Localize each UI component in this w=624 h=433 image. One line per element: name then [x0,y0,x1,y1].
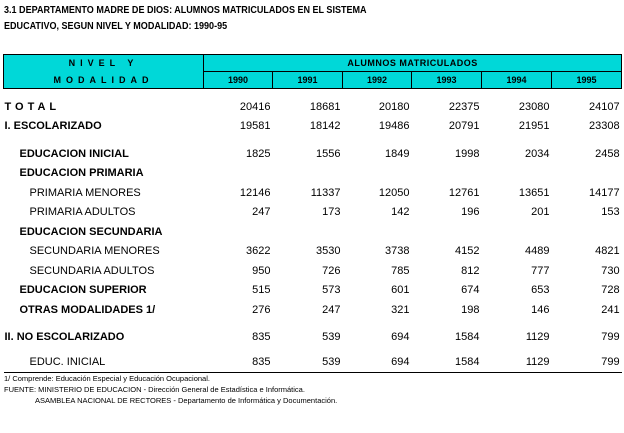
cell-value [552,222,622,242]
header-year: 1993 [412,72,482,89]
source-line-2: ASAMBLEA NACIONAL DE RECTORES - Departamento de Informática y Documentación. [35,396,338,405]
row-label: II. NO ESCOLARIZADO [4,331,125,344]
cell-value: 1129 [525,355,550,368]
table-row [4,144,622,164]
cell-value: 674 [461,284,480,297]
row-label: I. ESCOLARIZADO [4,120,102,133]
row-label: OTRAS MODALIDADES 1/ [19,303,156,316]
cell-value: 196 [461,206,480,219]
source-line-1: FUENTE: MINISTERIO DE EDUCACION - Dirección General de Estadística e Informática. [4,385,305,394]
cell-value [343,164,412,184]
row-label: EDUCACION INICIAL [19,147,129,160]
row-label: PRIMARIA ADULTOS [29,206,136,219]
table-row-escolarizado [4,117,622,137]
header-nivel: NIVEL Y [4,55,204,72]
cell-value: 2034 [525,147,550,160]
cell-value [273,164,343,184]
cell-value: 1998 [455,147,480,160]
cell-value: 12146 [239,186,271,199]
cell-value: 726 [322,264,341,277]
cell-value: 20416 [239,100,271,113]
row-label: TOTAL [4,100,61,113]
cell-value: 1849 [385,147,410,160]
row-label: PRIMARIA MENORES [29,186,141,199]
cell-value: 18142 [309,120,341,133]
enrollment-table [3,54,622,372]
header-year: 1995 [552,72,622,89]
table-row [4,203,622,223]
cell-value: 11337 [310,186,341,199]
cell-value: 777 [531,264,550,277]
cell-value: 799 [601,355,620,368]
cell-value: 19486 [378,120,410,133]
cell-value: 2458 [595,147,620,160]
cell-value: 1584 [455,355,480,368]
cell-value: 539 [322,355,341,368]
header-year: 1990 [204,72,273,89]
cell-value: 20791 [448,120,480,133]
table-row-total [4,97,622,117]
header-row-1 [4,55,622,72]
cell-value [204,164,273,184]
cell-value: 21951 [518,120,550,133]
cell-value: 4152 [455,245,480,258]
cell-value: 241 [601,303,620,316]
cell-value: 1825 [246,147,271,160]
cell-value: 12761 [448,186,480,199]
cell-value: 153 [601,206,620,219]
cell-value: 812 [461,264,480,277]
table-row [4,242,622,262]
cell-value: 23308 [588,120,620,133]
cell-value [204,222,273,242]
cell-value: 13651 [518,186,550,199]
table-row-no-escolarizado [4,328,622,348]
cell-value: 173 [322,206,341,219]
cell-value: 142 [391,206,410,219]
table-row [4,164,622,184]
cell-value: 539 [322,331,341,344]
footnotes [4,372,622,406]
cell-value: 1556 [316,147,341,160]
cell-value: 799 [601,331,620,344]
cell-value: 321 [391,303,410,316]
cell-value [273,222,343,242]
cell-value: 694 [391,331,410,344]
header-year: 1992 [343,72,412,89]
table-row [4,352,622,372]
header-year: 1994 [482,72,552,89]
cell-value: 20180 [378,100,410,113]
cell-value: 18681 [309,100,341,113]
cell-value: 198 [461,303,480,316]
row-label: SECUNDARIA ADULTOS [29,264,155,277]
cell-value: 950 [252,264,271,277]
header-modalidad: MODALIDAD [4,72,204,89]
cell-value: 22375 [448,100,480,113]
cell-value: 3738 [385,245,410,258]
cell-value: 573 [322,284,341,297]
cell-value: 201 [531,206,550,219]
cell-value [552,164,622,184]
cell-value [482,222,552,242]
table-row [4,281,622,301]
cell-value: 276 [252,303,271,316]
cell-value: 14177 [588,186,620,199]
table-row [4,222,622,242]
cell-value: 835 [252,355,271,368]
cell-value: 19581 [239,120,271,133]
row-label: SECUNDARIA MENORES [29,245,160,258]
row-label: EDUCACION SECUNDARIA [19,225,163,238]
table-row [4,261,622,281]
cell-value: 601 [391,284,410,297]
header-year: 1991 [273,72,343,89]
cell-value: 515 [252,284,271,297]
cell-value: 247 [252,206,271,219]
cell-value: 23080 [518,100,550,113]
cell-value: 694 [391,355,410,368]
cell-value [412,222,482,242]
row-label: EDUCACION SUPERIOR [19,284,147,297]
footnote-1: 1/ Comprende: Educación Especial y Educación Ocupacional. [4,374,210,383]
table-title-line-2: EDUCATIVO, SEGUN NIVEL Y MODALIDAD: 1990-95 [4,20,228,32]
cell-value: 4821 [595,245,620,258]
cell-value: 247 [322,303,341,316]
cell-value: 1584 [455,331,480,344]
table-row [4,183,622,203]
cell-value [343,222,412,242]
cell-value: 24107 [588,100,620,113]
cell-value: 3530 [316,245,341,258]
cell-value: 835 [252,331,271,344]
cell-value: 785 [391,264,410,277]
cell-value: 146 [531,303,550,316]
table-row [4,300,622,320]
cell-value: 4489 [525,245,550,258]
cell-value: 3622 [246,245,271,258]
cell-value [412,164,482,184]
cell-value: 1129 [525,331,550,344]
header-alumnos-matriculados: ALUMNOS MATRICULADOS [204,55,622,72]
row-label: EDUC. INICIAL [29,355,106,368]
row-label: EDUCACION PRIMARIA [19,167,144,180]
cell-value: 728 [601,284,620,297]
cell-value [482,164,552,184]
table-title-line-1: 3.1 DEPARTAMENTO MADRE DE DIOS: ALUMNOS MATRICULADOS EN EL SISTEMA [4,4,367,16]
cell-value: 653 [531,284,550,297]
cell-value: 730 [601,264,620,277]
header-row-2 [4,72,622,89]
cell-value: 12050 [378,186,410,199]
